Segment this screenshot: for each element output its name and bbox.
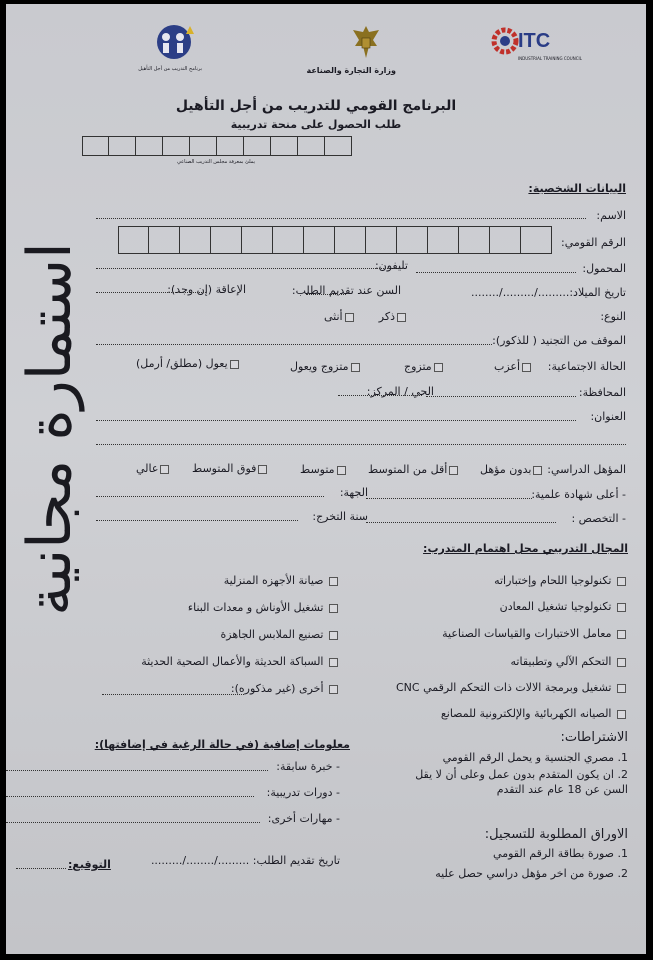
skills-field[interactable] (6, 822, 260, 823)
training-left-0-checkbox[interactable] (329, 577, 338, 586)
form-title: البرنامج القومي للتدريب من أجل التأهيل (175, 98, 457, 114)
form-subtitle: طلب الحصول على منحة تدريبية (230, 118, 402, 131)
training-left-3-checkbox[interactable] (329, 658, 338, 667)
training-program-logo (138, 22, 202, 72)
training-right-4-checkbox[interactable] (617, 684, 626, 693)
below-mid-label: أقل من المتوسط (368, 463, 448, 476)
training-left-1[interactable] (188, 601, 340, 614)
experience-label: - خبرة سابقة: (276, 760, 340, 773)
high-checkbox[interactable] (160, 465, 169, 474)
signature-field[interactable] (16, 868, 66, 869)
phone-label: تليفون: (374, 259, 408, 272)
documents-list (388, 846, 628, 882)
single-label: أعزب (494, 360, 521, 373)
supports-label: يعول (مطلق/ أرمل) (136, 357, 228, 370)
mid-label: متوسط (300, 463, 335, 476)
training-left-1-checkbox[interactable] (329, 604, 338, 613)
ministry-name: وزارة التجارة والصناعة (306, 66, 396, 75)
training-right-3-checkbox[interactable] (617, 658, 626, 667)
courses-label: - دورات تدريبية: (266, 786, 340, 799)
training-other-field[interactable] (102, 694, 244, 695)
highest-cert-label: - أعلى شهادة علمية: (531, 488, 626, 501)
training-left-3[interactable] (141, 655, 340, 668)
training-right-1-label: تكنولوجيا تشغيل المعادن (499, 600, 612, 613)
specialty-label: - التخصص : (571, 512, 626, 525)
training-left-0[interactable] (224, 574, 340, 587)
national-id-boxes[interactable] (118, 226, 552, 254)
married-kids-label: متزوج ويعول (290, 360, 349, 373)
side-stamp-text: استمارة مجانية (15, 242, 85, 616)
training-left-2-checkbox[interactable] (329, 631, 338, 640)
authority-label: الجهة: (339, 486, 368, 499)
requirements-list (392, 750, 628, 797)
age-field[interactable] (306, 294, 346, 295)
grad-year-field[interactable] (96, 520, 298, 521)
below-mid-option[interactable] (368, 463, 460, 476)
single-checkbox[interactable] (522, 363, 531, 372)
name-field[interactable] (96, 218, 586, 219)
authority-field[interactable] (96, 496, 324, 497)
military-label: الموقف من التجنيد ( للذكور): (492, 334, 626, 347)
no-degree-label: بدون مؤهل (480, 463, 532, 476)
training-right-3[interactable] (511, 655, 628, 668)
training-right-3-label: التحكم الآلي وتطبيقاته (510, 655, 612, 668)
address-field-2[interactable] (96, 444, 626, 445)
married-checkbox[interactable] (434, 363, 443, 372)
training-right-2[interactable] (442, 627, 628, 640)
below-mid-checkbox[interactable] (449, 466, 458, 475)
gear-icon (490, 26, 520, 56)
education-label: المؤهل الدراسي: (547, 463, 626, 476)
serial-box-note: يملئ بمعرفة مجلس التدريب الصناعي (176, 159, 256, 165)
gender-male-option[interactable] (379, 310, 408, 323)
requirement-1: 1. مصري الجنسية و يحمل الرقم القومي (442, 751, 628, 764)
mobile-field[interactable] (416, 272, 576, 273)
high-label: عالي (136, 462, 159, 475)
supports-option[interactable] (136, 357, 241, 370)
requirement-2: 2. ان يكون المتقدم بدون عمل وعلى أن لا يقل السن عن 18 عام عند التقدم (415, 768, 628, 796)
document-2: 2. صورة من اخر مؤهل دراسي حصل عليه (435, 867, 628, 880)
signature-label: التوقيع: (68, 858, 111, 871)
training-right-0-label: تكنولوجيا اللحام وإختباراته (494, 574, 612, 587)
single-option[interactable] (494, 360, 533, 373)
disability-label: الإعاقة (إن وجد): (167, 283, 246, 296)
no-degree-option[interactable] (480, 463, 544, 476)
mid-checkbox[interactable] (337, 466, 346, 475)
document-1-text: صورة بطاقة الرقم القومي (493, 847, 614, 860)
governorate-field[interactable] (426, 396, 576, 397)
female-label: أنثى (324, 310, 343, 323)
national-id-label: الرقم القومي: (561, 236, 626, 249)
apply-date-label: تاريخ تقديم الطلب: ........./......../......... (150, 854, 340, 867)
training-left-4-checkbox[interactable] (329, 685, 338, 694)
document-2-text: صورة من اخر مؤهل دراسي حصل عليه (435, 867, 614, 880)
serial-number-boxes[interactable] (82, 136, 352, 156)
male-checkbox[interactable] (397, 313, 406, 322)
address-field-1[interactable] (96, 420, 576, 421)
female-checkbox[interactable] (345, 313, 354, 322)
high-option[interactable] (136, 462, 171, 475)
ministry-emblem (306, 24, 396, 75)
personal-heading: البيانات الشخصية: (528, 182, 626, 195)
birth-date-label: تاريخ الميلاد:........./........./........ (471, 286, 626, 299)
training-right-2-label: معامل الاختبارات والقياسات الصناعية (442, 627, 612, 640)
mobile-label: المحمول: (582, 262, 626, 275)
side-stamp (15, 134, 85, 724)
address-label: العنوان: (590, 410, 626, 423)
courses-field[interactable] (6, 796, 254, 797)
training-heading: المجال التدريبي محل اهتمام المتدرب: (423, 542, 628, 555)
female-option[interactable] (324, 310, 356, 323)
above-mid-option[interactable] (192, 462, 269, 475)
no-degree-checkbox[interactable] (533, 466, 542, 475)
age-label: السن عند تقديم الطلب: (291, 284, 401, 297)
training-program-caption: برنامج التدريب من أجل التأهيل (138, 66, 202, 72)
training-left-2-label: تصنيع الملابس الجاهزة (220, 628, 324, 641)
grad-year-label: سنة التخرج: (312, 510, 368, 523)
documents-heading: الاوراق المطلوبة للتسجيل: (484, 827, 628, 842)
training-right-0-checkbox[interactable] (617, 577, 626, 586)
document-1: 1. صورة بطاقة الرقم القومي (493, 847, 628, 860)
disability-field[interactable] (96, 292, 206, 293)
experience-field[interactable] (6, 770, 268, 771)
training-left-0-label: صيانة الأجهزه المنزلية (223, 574, 324, 587)
district-label: الحي / المركز: (366, 385, 434, 398)
training-left-1-label: تشغيل الأوناش و معدات البناء (187, 601, 324, 614)
specialty-field[interactable] (366, 522, 556, 523)
phone-field[interactable] (96, 268, 402, 269)
mid-option[interactable] (300, 463, 348, 476)
supports-checkbox[interactable] (230, 360, 239, 369)
above-mid-checkbox[interactable] (258, 465, 267, 474)
training-right-4-label: تشغيل وبرمجة الالات ذات التحكم الرقمي CNC (396, 681, 612, 694)
name-label: الاسم: (596, 209, 626, 222)
married-label: متزوج (404, 360, 432, 373)
married-kids-checkbox[interactable] (351, 363, 360, 372)
marital-label: الحالة الاجتماعية: (547, 360, 626, 373)
people-icon (146, 22, 202, 62)
married-kids-option[interactable] (290, 360, 362, 373)
married-option[interactable] (404, 360, 445, 373)
training-right-1[interactable] (500, 600, 628, 613)
extra-heading: معلومات إضافية (في حالة الرغبة في إضافتها): (94, 738, 350, 751)
governorate-label: المحافظة: (578, 386, 626, 399)
training-left-2[interactable] (221, 628, 341, 641)
training-right-5-label: الصيانه الكهربائية والإلكترونية للمصانع (440, 707, 612, 720)
requirements-heading: الاشتراطات: (560, 730, 628, 745)
training-right-2-checkbox[interactable] (617, 630, 626, 639)
requirement-1-text: مصري الجنسية و يحمل الرقم القومي (442, 751, 614, 764)
above-mid-label: فوق المتوسط (192, 462, 257, 475)
itc-text: ITC (518, 30, 551, 52)
itc-caption: INDUSTRIAL TRAINING COUNCIL (518, 56, 582, 61)
military-field[interactable] (96, 344, 492, 345)
training-left-3-label: السباكة الحديثة والأعمال الصحية الحديثة (141, 655, 324, 668)
training-right-5-checkbox[interactable] (617, 710, 626, 719)
training-right-5[interactable] (441, 707, 628, 720)
skills-label: - مهارات أخرى: (267, 812, 340, 825)
application-form-sheet (6, 4, 646, 954)
training-right-0[interactable] (494, 574, 628, 587)
highest-cert-field[interactable] (366, 498, 532, 499)
training-right-1-checkbox[interactable] (617, 603, 626, 612)
eagle-emblem-icon (351, 24, 381, 62)
male-label: ذكر (378, 310, 395, 323)
district-field[interactable] (338, 395, 422, 396)
training-left-4-label: أخرى (غير مذكوره): (230, 682, 324, 695)
training-left-4[interactable] (231, 682, 340, 695)
training-right-4[interactable] (396, 681, 628, 694)
requirement-2-text: ان يكون المتقدم بدون عمل وعلى أن لا يقل السن عن 18 عام عند التقدم (415, 768, 628, 796)
gender-label: النوع: (600, 310, 626, 323)
